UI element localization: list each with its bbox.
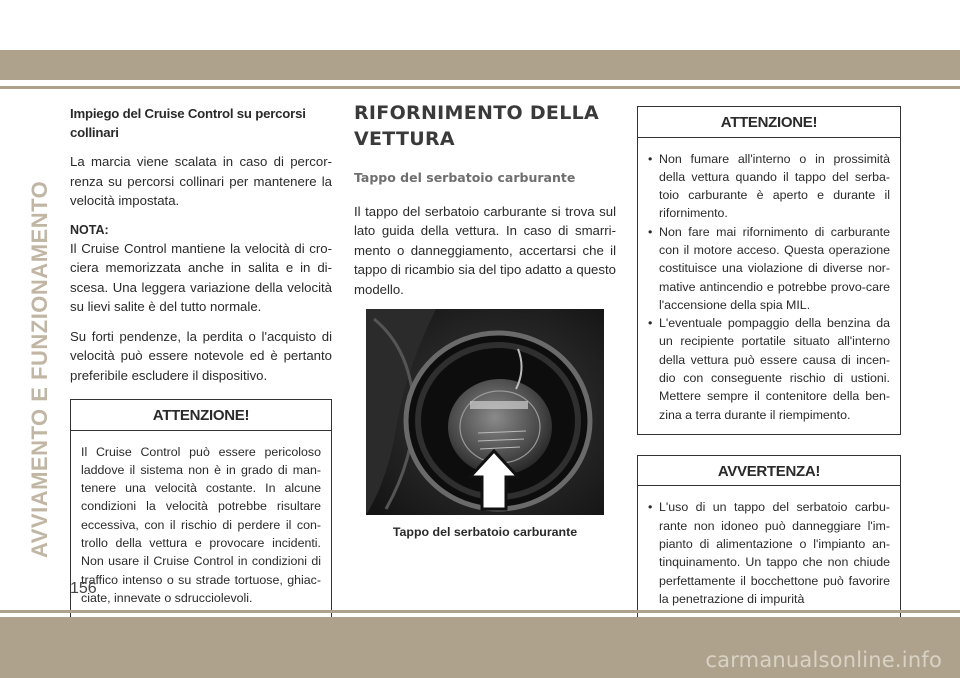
warning-box (637, 106, 901, 435)
paragraph: Su forti pendenze, la perdita o l'acquisto di velocità può essere notevole ed è pertanto preferibile escludere il dispositivo. (70, 328, 332, 383)
section-title: RIFORNIMENTO DELLA VETTURA (354, 102, 600, 150)
footer-rule (0, 610, 960, 613)
note-label: NOTA: (70, 222, 109, 237)
figure-caption: Tappo del serbatoio carburante (392, 525, 578, 539)
fuel-cap-illustration (366, 309, 604, 515)
warning-title: ATTENZIONE! (71, 400, 331, 431)
caution-body (638, 486, 900, 618)
paragraph: La marcia viene scalata in caso di percor-renza su percorsi collinari per mantenere la velocità impostata. (70, 154, 332, 208)
caution-list (648, 498, 890, 608)
caution-box (637, 455, 901, 619)
page-number: 156 (70, 580, 97, 597)
header-band (0, 50, 960, 80)
chapter-side-title: AVVIAMENTO E FUNZIONAMENTO (27, 180, 52, 558)
fuel-cap-photo (366, 309, 604, 515)
column-right (637, 106, 901, 619)
note-text: Il Cruise Control mantiene la velocità di cro-ciera memorizzata anche in salita e in di-scesa. Una leggera variazione della velocità su lievi salite è del tutto normale. (70, 240, 332, 314)
list-item: • Non fumare all'interno o in prossimità della vettura quando il tappo del serba-toio carburante è aperto e durante il rifornimento. (648, 150, 890, 223)
column-middle (354, 100, 616, 543)
warning-text: Il Cruise Control può essere pericoloso laddove il sistema non è in grado di man-tenere una velocità costante. In alcune condizioni la velocità potrebbe risultare eccessiva, con il rischio di perdere il con-trollo della vettura e provocare incidenti. Non usare il Cruise Control in condizioni di traffico intenso o su strade tortuose, ghiac-ciate, innevate o sdrucciolevoli. (81, 444, 321, 605)
list-item: • L'eventuale pompaggio della benzina da un recipiente portatile situato all'interno della vettura può essere causa di incen-dio con conseguente rischio di ustioni. Mettere sempre il contenitore della ben-zina a terra durante il riempimento. (648, 314, 890, 424)
warning-list (648, 150, 890, 424)
paragraph: Il tappo del serbatoio carburante si trova sul lato guida della vettura. In caso di smarri-mento o danneggiamento, accertarsi che il tappo di ricambio sia del tipo adatto a questo modello. (354, 203, 616, 297)
list-item: • L'uso di un tappo del serbatoio carbu-rante non idoneo può danneggiare l'im-pianto di alimentazione o l'impianto an-tinquinamento. Un tappo che non chiude perfettamente il bocchettone può favorire la penetrazione di impurità (648, 498, 890, 608)
warning-title: ATTENZIONE! (638, 107, 900, 138)
list-item: • Non fare mai rifornimento di carburante con il motore acceso. Questa operazione costituisce una violazione di diverse nor-mative antincendio e potrebbe provo-care l'accensione della spia MIL. (648, 223, 890, 314)
section-subtitle: Tappo del serbatoio carburante (354, 170, 576, 185)
watermark: carmanualsonline.info (705, 648, 942, 672)
caution-title: AVVERTENZA! (638, 456, 900, 487)
column-left (70, 104, 332, 618)
warning-box (70, 399, 332, 618)
warning-body (638, 138, 900, 434)
header-rule (0, 86, 960, 89)
subsection-heading: Impiego del Cruise Control su percorsi collinari (70, 106, 306, 140)
